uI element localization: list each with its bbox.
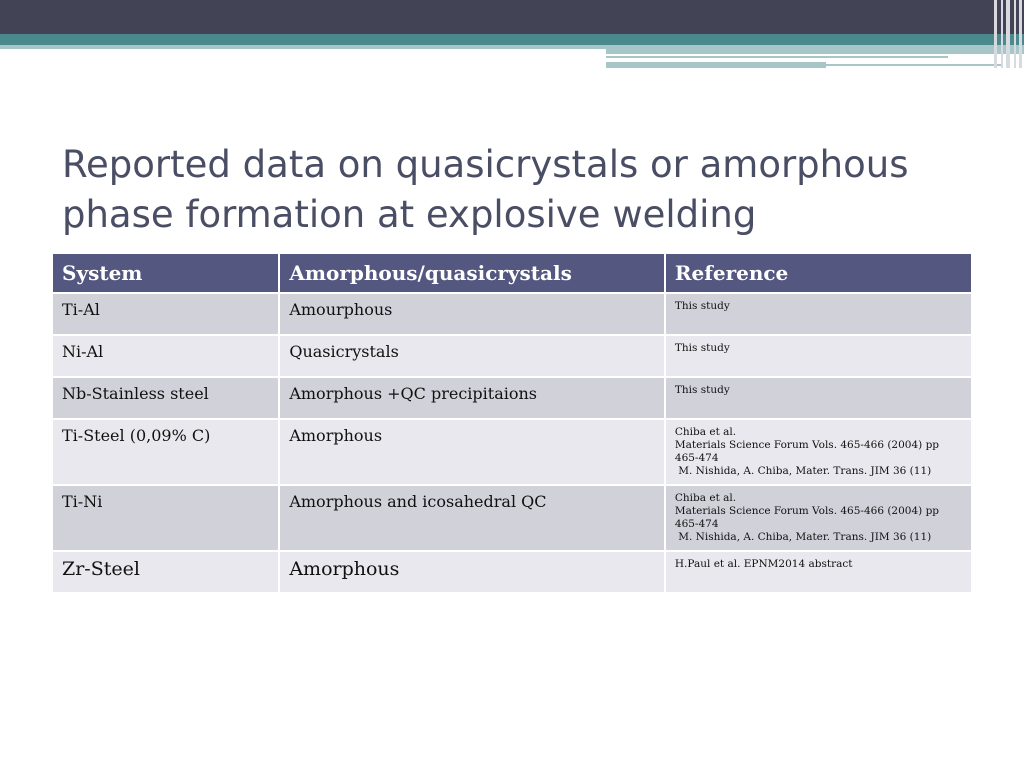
cell-phase: Amorphous +QC precipitaions bbox=[280, 378, 664, 418]
header-system: System bbox=[53, 254, 278, 292]
thin-decor-line-3 bbox=[826, 64, 1001, 66]
table-row bbox=[53, 378, 971, 418]
cell-system: Nb-Stainless steel bbox=[53, 378, 278, 418]
table-row bbox=[53, 486, 971, 550]
cell-phase: Quasicrystals bbox=[280, 336, 664, 376]
table-row bbox=[53, 420, 971, 484]
vertical-stripes-decor bbox=[990, 0, 1024, 68]
light-teal-band-right bbox=[606, 45, 1024, 54]
table-row bbox=[53, 336, 971, 376]
data-table bbox=[51, 252, 973, 594]
cell-phase: Amorphous bbox=[280, 552, 664, 592]
cell-reference: This study bbox=[666, 378, 971, 418]
light-teal-band-left bbox=[0, 45, 606, 49]
table-row bbox=[53, 552, 971, 592]
thin-decor-line bbox=[606, 56, 948, 58]
cell-reference: Chiba et al. Materials Science Forum Vols. 465-466 (2004) pp 465-474 M. Nishida, A. Chiba, Mater. Trans. JIM 36 (11) bbox=[666, 486, 971, 550]
slide-title: Reported data on quasicrystals or amorphous phase formation at explosive welding bbox=[62, 143, 909, 236]
cell-system: Ti-Ni bbox=[53, 486, 278, 550]
thin-decor-line-2 bbox=[606, 62, 826, 68]
cell-system: Ni-Al bbox=[53, 336, 278, 376]
cell-reference: This study bbox=[666, 294, 971, 334]
cell-reference: Chiba et al. Materials Science Forum Vols. 465-466 (2004) pp 465-474 M. Nishida, A. Chiba, Mater. Trans. JIM 36 (11) bbox=[666, 420, 971, 484]
cell-system: Zr-Steel bbox=[53, 552, 278, 592]
teal-band bbox=[0, 34, 1024, 45]
table-header-row bbox=[53, 254, 971, 292]
table-row bbox=[53, 294, 971, 334]
cell-phase: Amorphous bbox=[280, 420, 664, 484]
header-phase: Amorphous/quasicrystals bbox=[280, 254, 664, 292]
cell-system: Ti-Steel (0,09% C) bbox=[53, 420, 278, 484]
top-decor-bar bbox=[0, 0, 1024, 34]
cell-reference: This study bbox=[666, 336, 971, 376]
cell-system: Ti-Al bbox=[53, 294, 278, 334]
cell-phase: Amorphous and icosahedral QC bbox=[280, 486, 664, 550]
cell-reference: H.Paul et al. EPNM2014 abstract bbox=[666, 552, 971, 592]
header-reference: Reference bbox=[666, 254, 971, 292]
cell-phase: Amourphous bbox=[280, 294, 664, 334]
